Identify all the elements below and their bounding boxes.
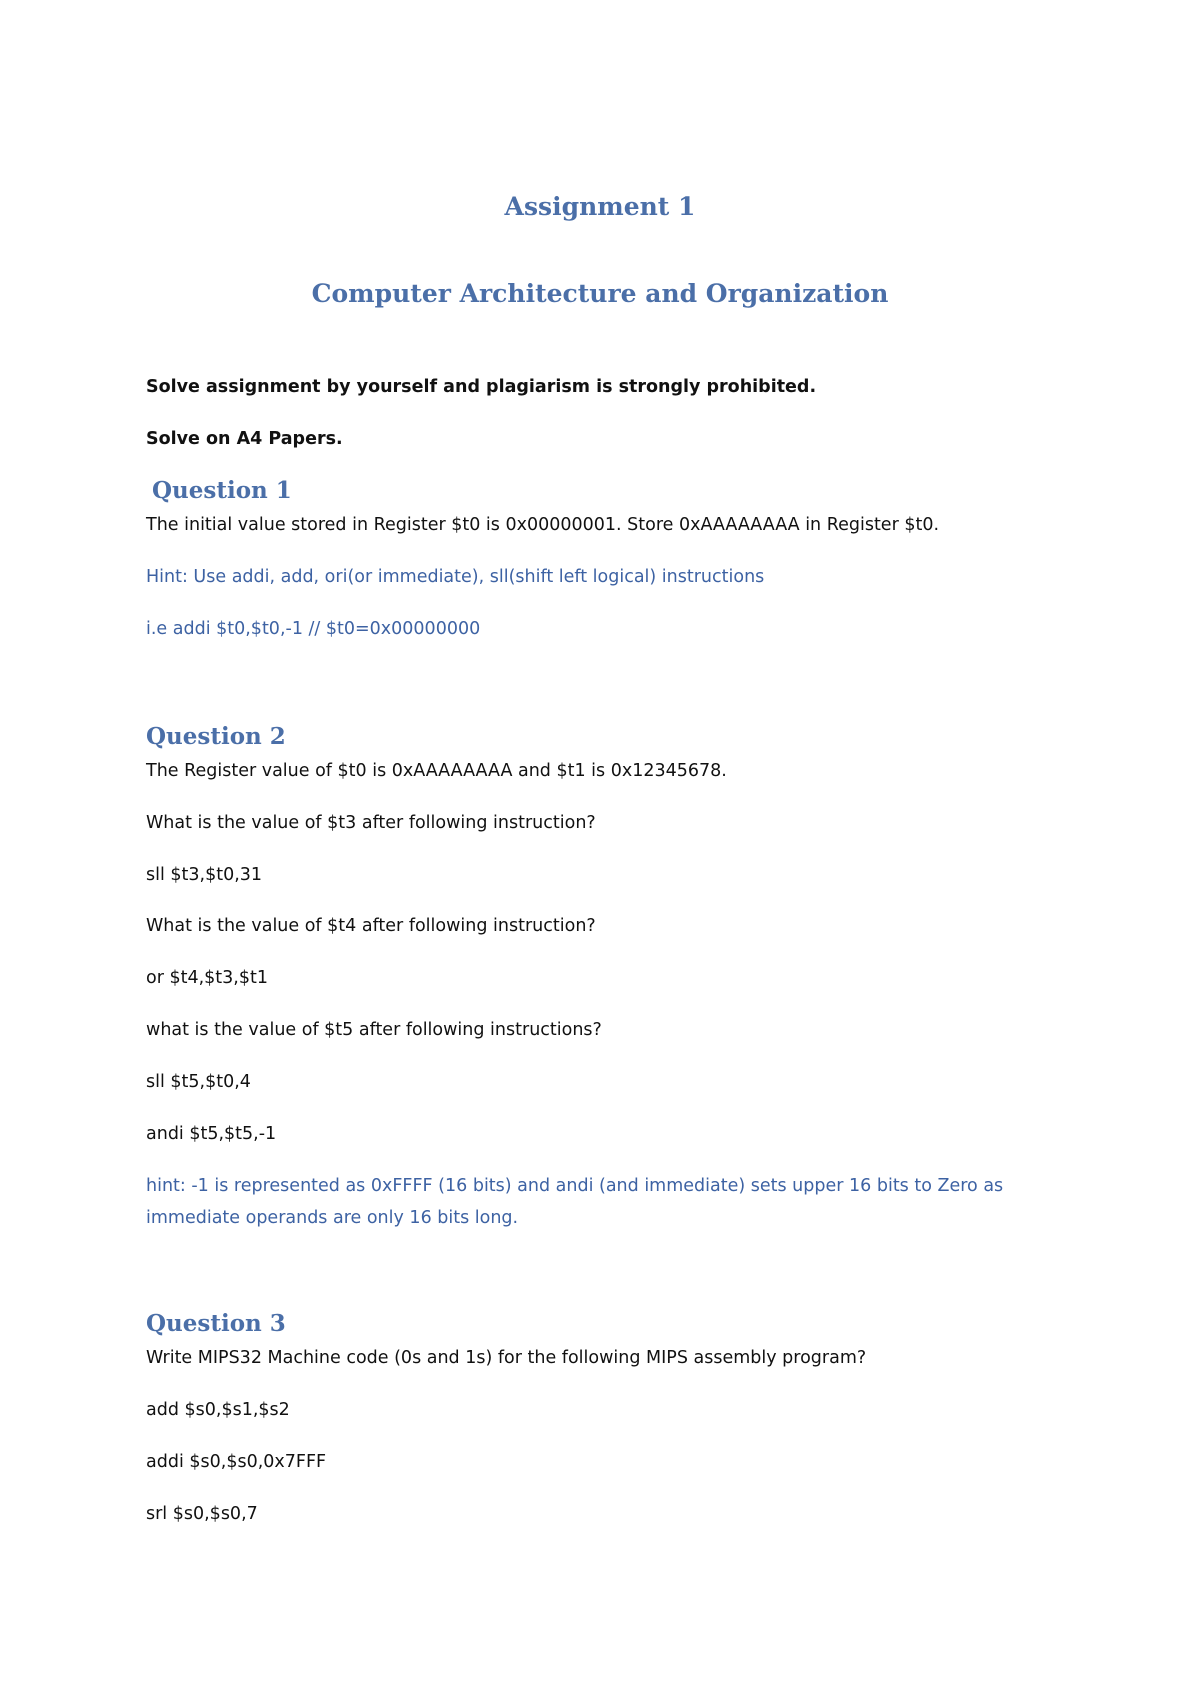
question-3-code-srl: srl $s0,$s0,7: [146, 1504, 258, 1524]
instruction-paper: Solve on A4 Papers.: [146, 429, 343, 449]
question-1-text: The initial value stored in Register $t0 is 0x00000001. Store 0xAAAAAAAA in Register $t0.: [146, 515, 940, 535]
question-1-hint: Hint: Use addi, add, ori(or immediate), sll(shift left logical) instructions: [146, 567, 765, 587]
instruction-plagiarism: Solve assignment by yourself and plagiarism is strongly prohibited.: [146, 377, 817, 397]
question-2-prompt-t4: What is the value of $t4 after following instruction?: [146, 916, 596, 936]
document-title: Assignment 1: [504, 192, 696, 221]
question-2-text: The Register value of $t0 is 0xAAAAAAAA and $t1 is 0x12345678.: [146, 761, 727, 781]
question-1-heading: Question 1: [152, 477, 292, 504]
question-2-code-sll: sll $t3,$t0,31: [146, 865, 263, 885]
question-3-code-addi: addi $s0,$s0,0x7FFF: [146, 1452, 327, 1472]
course-title: Computer Architecture and Organization: [311, 279, 889, 308]
question-1-example: i.e addi $t0,$t0,-1 // $t0=0x00000000: [146, 619, 481, 639]
question-2-code-sll-t5: sll $t5,$t0,4: [146, 1072, 251, 1092]
question-2-hint: hint: -1 is represented as 0xFFFF (16 bits) and andi (and immediate) sets upper 16 bits to Zero as immediate operands are only 16 bits long.: [146, 1176, 1004, 1228]
question-2-prompt-t3: What is the value of $t3 after following instruction?: [146, 813, 596, 833]
question-3-code-add: add $s0,$s1,$s2: [146, 1400, 290, 1420]
question-3-text: Write MIPS32 Machine code (0s and 1s) for the following MIPS assembly program?: [146, 1348, 867, 1368]
question-2-code-andi: andi $t5,$t5,-1: [146, 1124, 277, 1144]
question-2-code-or: or $t4,$t3,$t1: [146, 968, 268, 988]
question-2-heading: Question 2: [146, 723, 286, 750]
question-2-prompt-t5: what is the value of $t5 after following instructions?: [146, 1020, 602, 1040]
question-3-heading: Question 3: [146, 1310, 286, 1337]
